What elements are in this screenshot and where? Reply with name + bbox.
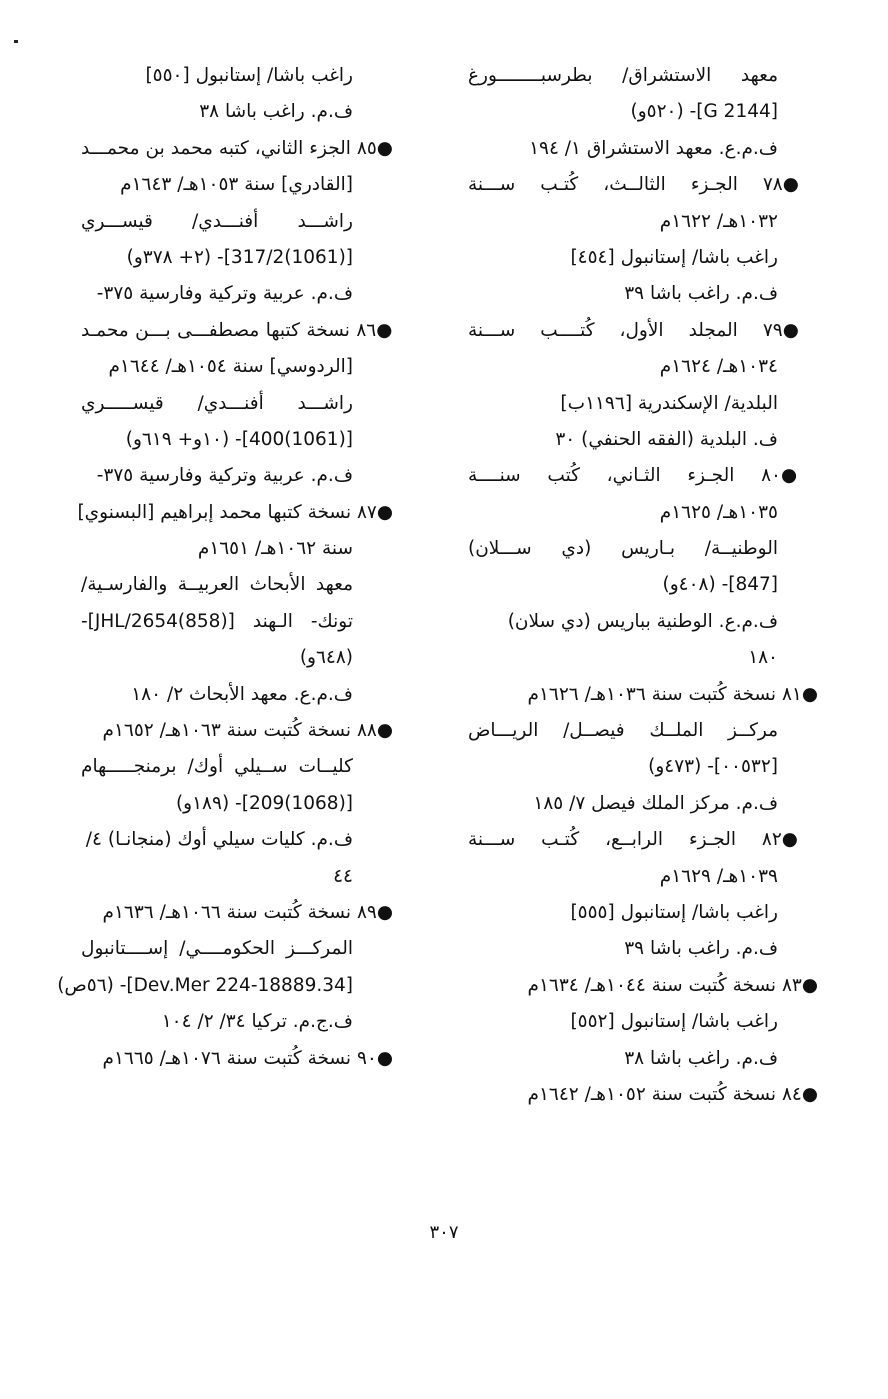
left-column-line: ف.ج.م. تركيا ٣٤/ ٢/ ١٠٤ [161, 1011, 353, 1033]
right-column-line: ●٧٨ الجـزء الثالــث، كُتـب ســـنة [468, 174, 818, 196]
right-column-line: ف. البلدية (الفقه الحنفي) ٣٠ [555, 428, 778, 450]
left-column-line: ف.م. راغب باشا ٣٨ [199, 101, 353, 123]
left-column-line: ف.م.ع. معهد الأبحاث ٢/ ١٨٠ [131, 683, 353, 705]
left-column-line: راغب باشا/ إستانبول [٥٥٠] [145, 65, 353, 86]
right-column-line: ف.م.ع. معهد الاستشراق ١/ ١٩٤ [529, 137, 778, 159]
right-column-line: معهد الاستشراق/ بطرسبــــــــورغ [468, 65, 778, 86]
right-column-line: ١٠٣٤هـ/ ١٦٢٤م [659, 356, 778, 378]
left-column-line: [(1061)317/2]- (٢+ ٣٧٨و) [126, 246, 353, 268]
right-column-line: [G 2144]- (٥٢٠و) [630, 101, 778, 123]
right-column-line: ●٨١ نسخة كُتبت سنة ١٠٣٦هـ/ ١٦٢٦م [527, 683, 818, 705]
right-column-line: راغب باشا/ إستانبول [٥٥٢] [570, 1011, 778, 1033]
right-column-line: مركــز الملــك فيصــل/ الريـــاض [468, 720, 778, 742]
left-column-line: ●٨٥ الجزء الثاني، كتبه محمد بن محمـــد [81, 137, 393, 159]
right-column-line: ١٠٣٩هـ/ ١٦٢٩م [659, 865, 778, 887]
left-column-line: ●٩٠ نسخة كُتبت سنة ١٠٧٦هـ/ ١٦٦٥م [102, 1047, 393, 1069]
right-column-line: ١٨٠ [748, 647, 778, 669]
right-column-line: ف.م.ع. الوطنية بباريس (دي سلان) [507, 610, 778, 632]
right-column-line: ف.م. راغب باشا ٣٩ [624, 283, 778, 305]
right-column-line: [847]- (٤٠٨و) [662, 574, 778, 596]
right-column-line: ١٠٣٢هـ/ ١٦٢٢م [659, 210, 778, 232]
right-column-line: ١٠٣٥هـ/ ١٦٢٥م [659, 501, 778, 523]
right-column-line: الوطنيــة/ بـاريس (دي ســـلان) [468, 538, 778, 560]
right-column-line: ●٨٣ نسخة كُتبت سنة ١٠٤٤هـ/ ١٦٣٤م [527, 974, 818, 996]
left-column-line: سنة ١٠٦٢هـ/ ١٦٥١م [197, 538, 353, 560]
scan-dot-mark [14, 40, 18, 43]
left-column-line: [الردوسي] سنة ١٠٥٤هـ/ ١٦٤٤م [108, 356, 353, 378]
left-column-line: ●٨٧ نسخة كتبها محمد إبراهيم [البسنوي] [77, 501, 393, 523]
right-column-line: ●٨٤ نسخة كُتبت سنة ١٠٥٢هـ/ ١٦٤٢م [527, 1083, 818, 1105]
right-column-line: ●٨٢ الجـزء الرابــع، كُتـب ســـنة [468, 829, 818, 851]
left-column-line: ف.م. كليات سيلي أوك (منجانـا) ٤/ [85, 829, 353, 851]
left-column [57, 58, 393, 1077]
left-column-line: [(1061)400]- (١٠و+ ٦١٩و) [125, 428, 353, 450]
right-column-line: ●٨٠ الجـزء الثـاني، كُتب سنــــة [468, 465, 818, 487]
left-column-line: راشـــد أفنـــدي/ قيســـري [81, 210, 353, 232]
right-column [468, 58, 818, 1113]
left-column-line: كليــات ســيلي أوك/ برمنجـــــهام [81, 756, 353, 778]
right-column-line: البلدية/ الإسكندرية [١١٩٦ب] [560, 392, 778, 414]
left-column-line: ف.م. عربية وتركية وفارسية ٣٧٥- [96, 465, 353, 487]
left-column-line: المركـــز الحكومــــي/ إســــتانبول [81, 938, 353, 960]
left-column-line: راشـــد أفنـــدي/ قيســـــري [81, 392, 353, 414]
left-column-line: ●٨٦ نسخة كتبها مصطفـــى بـــن محمـد [81, 319, 393, 341]
left-column-line: [(1068)209]- (١٨٩و) [175, 792, 353, 814]
left-column-line: (٦٤٨و) [299, 647, 353, 669]
left-column-line: ●٨٩ نسخة كُتبت سنة ١٠٦٦هـ/ ١٦٣٦م [102, 901, 393, 923]
right-column-line: ف.م. مركز الملك فيصل ٧/ ١٨٥ [533, 792, 778, 814]
left-column-line: تونك- الـهند [(858)JHL/2654]- [81, 610, 353, 632]
left-column-line: [القادري] سنة ١٠٥٣هـ/ ١٦٤٣م [120, 174, 353, 196]
left-column-line: ف.م. عربية وتركية وفارسية ٣٧٥- [96, 283, 353, 305]
left-column-line: ٤٤ [333, 865, 353, 887]
right-column-line: ف.م. راغب باشا ٣٩ [624, 938, 778, 960]
right-column-line: ف.م. راغب باشا ٣٨ [624, 1047, 778, 1069]
left-column-line: [34.Dev.Mer 224-18889]- (٥٦ص) [57, 974, 353, 996]
page-number: ٣٠٧ [429, 1222, 459, 1243]
right-column-line: [٠٠٥٣٢]- (٤٧٣و) [648, 756, 778, 778]
left-column-line: ●٨٨ نسخة كُتبت سنة ١٠٦٣هـ/ ١٦٥٢م [102, 720, 393, 742]
right-column-line: راغب باشا/ إستانبول [٥٥٥] [570, 901, 778, 923]
right-column-line: راغب باشا/ إستانبول [٤٥٤] [570, 246, 778, 268]
left-column-line: معهد الأبحاث العربيــة والفارسـية/ [81, 574, 353, 596]
right-column-line: ●٧٩ المجلد الأول، كُتــــب ســـنة [468, 319, 818, 341]
